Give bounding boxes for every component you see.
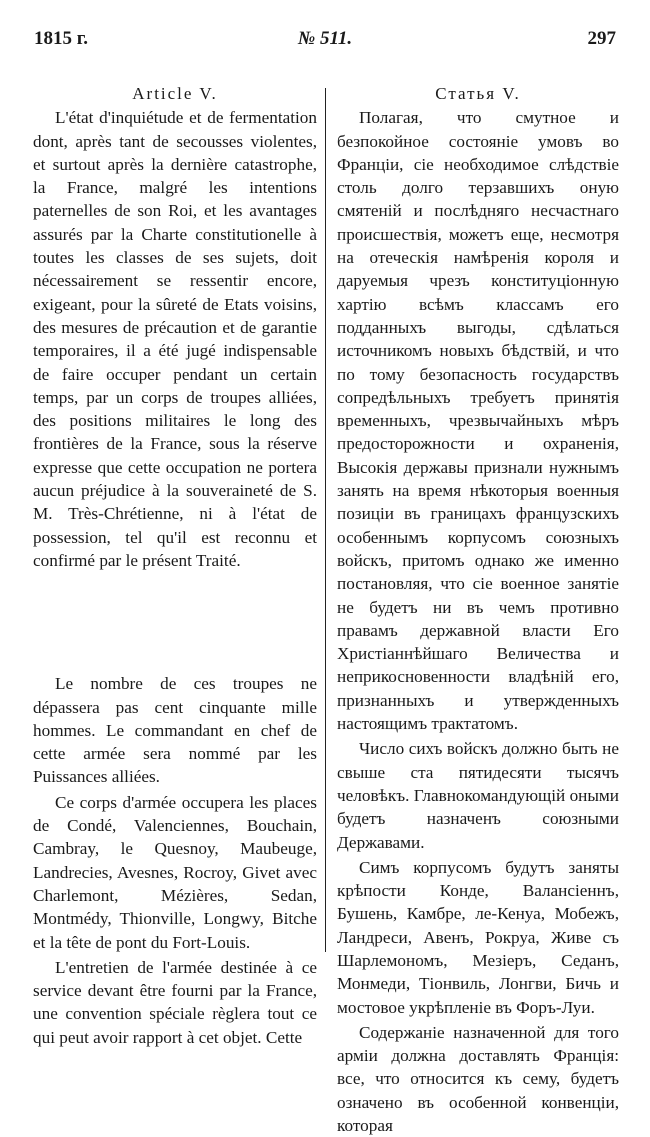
french-paragraph-2: Le nombre de ces troupes ne dépassera pas cent cinquante mille hommes. Le commandant en chef de cette armée sera nommé par les Puissances alliées. — [33, 674, 317, 787]
header-year: 1815 г. — [34, 28, 88, 49]
document-number: № 511. — [297, 28, 353, 49]
russian-article-title: Статья V. — [435, 84, 521, 103]
russian-paragraph-1: Полагая, что смутное и безпокойное состояніе умовъ во Франціи, сіе необходимое слѣдствіе столь долго терзавшихъ оную смятеній и послѣдняго несчастнаго происшествія, можетъ еще, несмотря на отеческія намѣренія короля и даруемыя чрезъ конституціонную хартію всѣмъ классамъ его подданныхъ выгоды, сдѣлаться источникомъ новыхъ бѣдствій, и что по тому безопасность государствъ сопредѣльныхъ требуетъ принятія временныхъ, чрезвычайныхъ мѣръ предосторожности и охраненія, Высокія державы признали нужнымъ занять на время нѣкоторыя военныя позиціи въ границахъ французскихъ особеннымъ корпусомъ союзныхъ войскъ, притомъ однако же именно постановляя, что сіе военное занятіе не будетъ ни въ чемъ противно правамъ державной власти Его Христіаннѣйшаго Величества и неприкосновенности владѣній его, признанныхъ и утвержденныхъ настоящимъ трактатомъ. — [337, 108, 619, 734]
french-article-title: Article V. — [132, 84, 218, 103]
french-spacer — [33, 572, 317, 672]
russian-paragraph-2: Число сихъ войскъ должно быть не свыше ста пятидесяти тысячъ человѣкъ. Главнокомандующій оными будетъ назначенъ союзными Державами. — [337, 739, 619, 852]
russian-paragraph-3: Симъ корпусомъ будутъ заняты крѣпости Конде, Валансіеннъ, Бушень, Камбре, ле-Кенуа, Мобежъ, Ландреси, Авенъ, Рокруа, Живе съ Шарлемономъ, Мезіеръ, Седанъ, Монмеди, Тіонвиль, Лонгви, Бичь и мостовое укрѣпленіе въ Форъ-Луи. — [337, 857, 619, 1017]
russian-column — [337, 82, 619, 1137]
french-paragraph-3: Ce corps d'armée occupera les places de Condé, Valenciennes, Bouchain, Cambray, le Quesnoy, Maubeuge, Landrecies, Avesnes, Rocroy, Givet avec Charlemont, Mézières, Sedan, Montmédy, Thionville, Longwy, Bitche et la tête de pont du Fort-Louis. — [33, 792, 317, 952]
page-header — [24, 28, 626, 52]
column-divider — [325, 88, 326, 952]
russian-paragraph-4: Содержаніе назначенной для того арміи должна доставлять Франція: все, что относится къ сему, будетъ означено въ особенной конвенціи, которая — [337, 1022, 619, 1136]
page-number: 297 — [587, 28, 616, 49]
french-paragraph-4: L'entretien de l'armée destinée à ce service devant être fourni par la France, une convention spéciale règlera tout ce qui peut avoir rapport à cet objet. Cette — [33, 957, 317, 1047]
french-column — [33, 82, 317, 1049]
french-paragraph-1: L'état d'inquiétude et de fermentation dont, après tant de secousses violentes, et surtout après la dernière catastrophe, la France, malgré les intentions paternelles de son Roi, et les avantages assurés par la Charte constitutionelle à toutes les classes de ses sujets, doit nécessairement se ressentir encore, exigeant, pour la sûreté de Etats voisins, des mesures de précaution et de garantie temporaires, il a été jugé indispensable de faire occuper pendant un certain temps, par un corps de troupes alliées, des positions militaires le long des frontières de la France, sous la réserve expresse que cette occupation ne portera aucun préjudice à la souveraineté de S. M. Très-Chrétienne, ni à l'état de possession, tel qu'il est reconnu et confirmé par le présent Traité. — [33, 108, 317, 570]
